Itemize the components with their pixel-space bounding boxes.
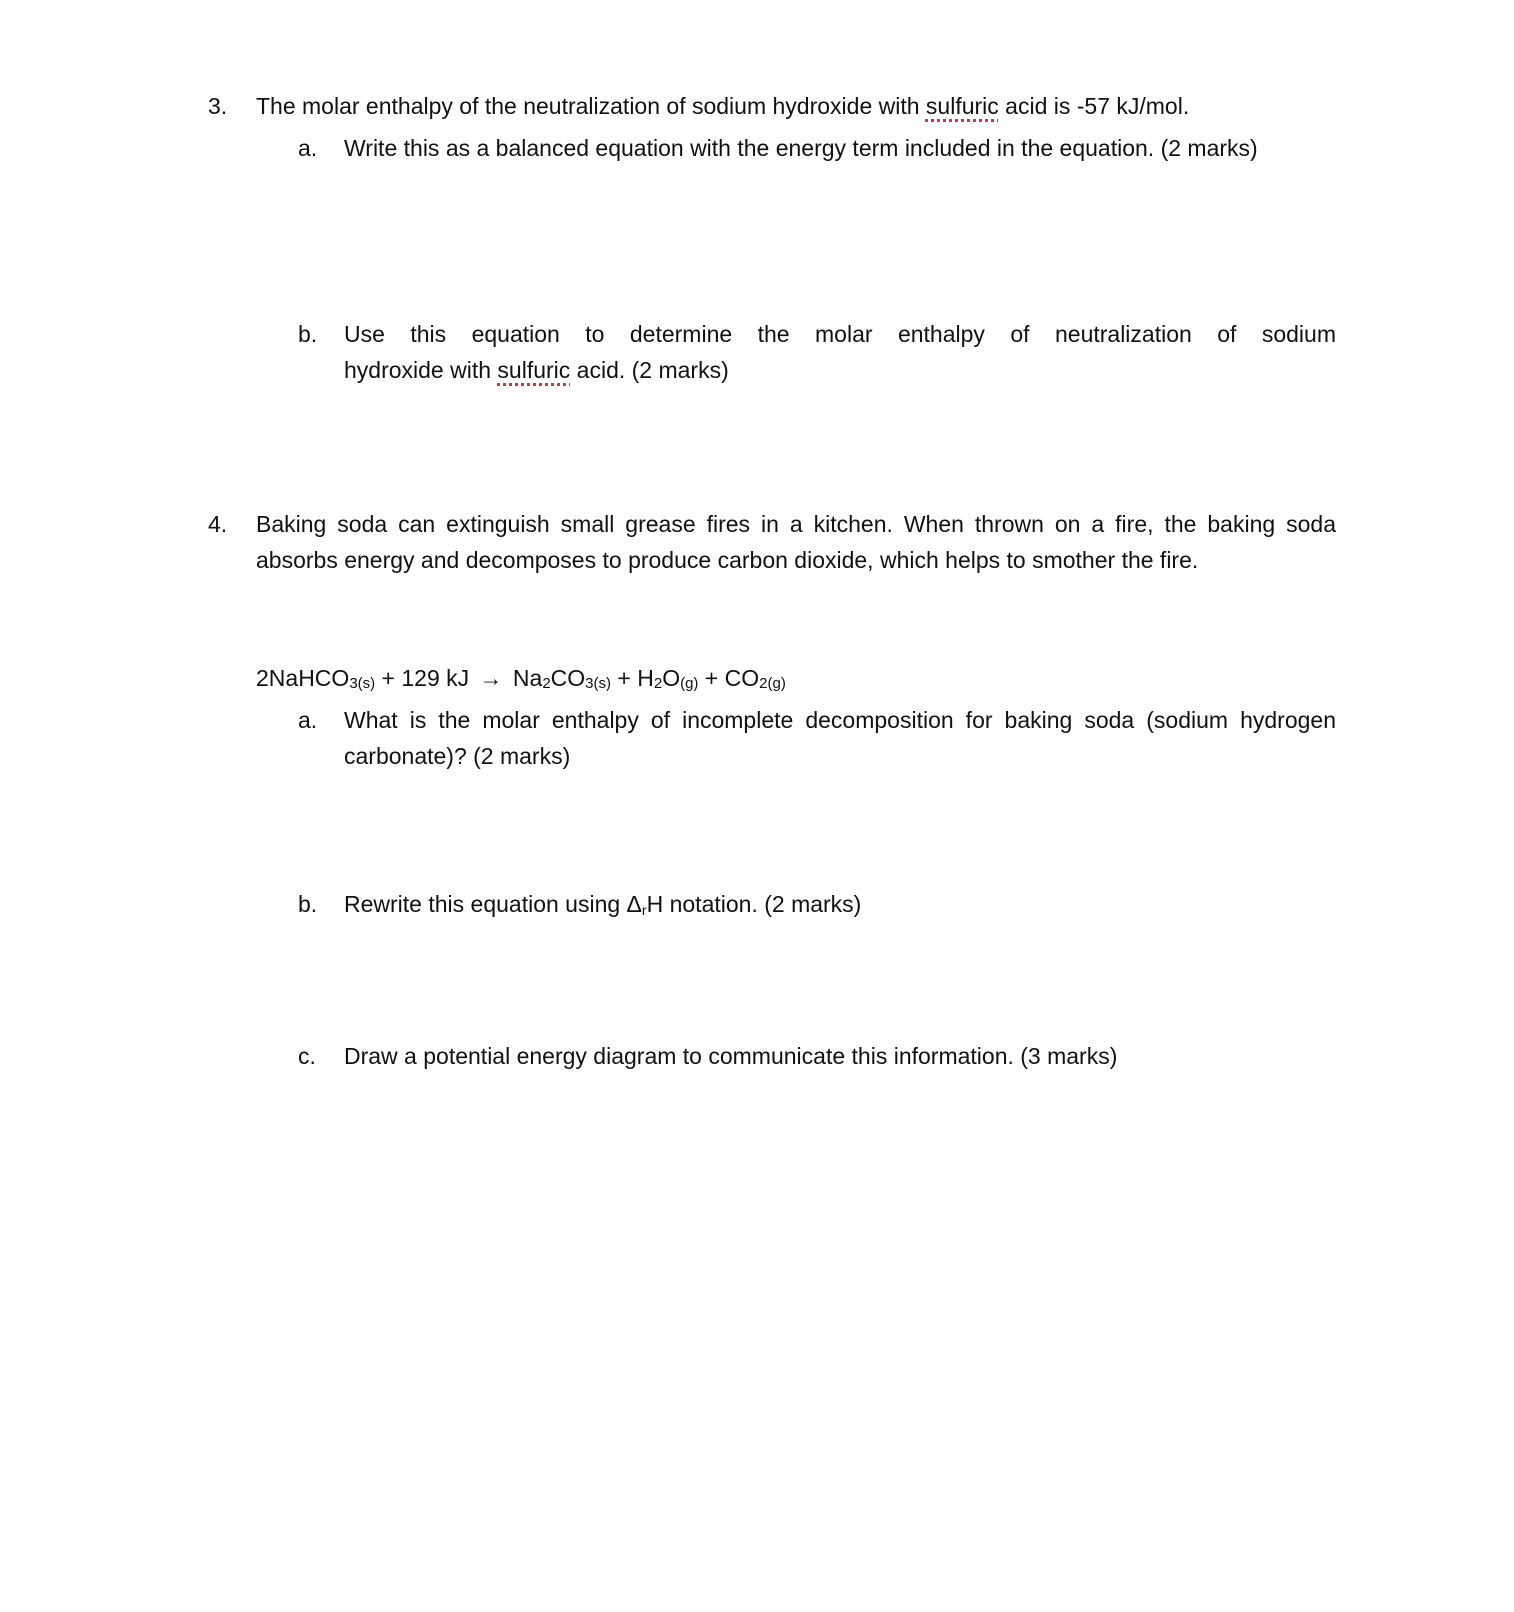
question-4b-text-part: H notation. (2 marks) [646, 891, 862, 917]
eq-subscript: 2 [653, 675, 663, 692]
reaction-arrow-icon: → [479, 665, 503, 691]
question-3b-text [344, 316, 1336, 388]
question-4c-letter: c. [298, 1043, 316, 1069]
question-3b-line-1: Use this equation to determine the molar enthalpy of neutralization of sodium [344, 321, 1336, 347]
question-3-number: 3. [208, 93, 228, 119]
question-4c-text: Draw a potential energy diagram to communicate this information. (3 marks) [344, 1043, 1118, 1069]
question-4a-letter: a. [298, 707, 318, 733]
eq-product: CO [550, 665, 586, 691]
question-4b-text [344, 886, 1336, 928]
spellcheck-flagged-word[interactable]: sulfuric [925, 93, 999, 119]
eq-product: O [662, 665, 681, 691]
spellcheck-flagged-word[interactable]: sulfuric [497, 357, 571, 383]
eq-product: Na [506, 665, 543, 691]
eq-product: + CO [698, 665, 760, 691]
eq-product: + H [611, 665, 654, 691]
eq-subscript: 2 [542, 675, 551, 692]
question-3b-line-2 [344, 352, 1336, 388]
question-3-text-part: acid is -57 kJ/mol. [998, 93, 1190, 119]
delta-subscript: r [641, 902, 647, 918]
decomposition-equation [256, 660, 786, 702]
question-3b-text-part: acid. (2 marks) [570, 357, 729, 383]
eq-subscript: 3(s) [349, 675, 376, 692]
question-3a-text: Write this as a balanced equation with the energy term included in the equation. (2 marks) [344, 135, 1258, 161]
question-4-text: Baking soda can extinguish small grease fires in a kitchen. When thrown on a fire, the baking soda absorbs energy and decomposes to produce carbon dioxide, which helps to smother the fire. [256, 511, 1336, 573]
question-3-text-part: The molar enthalpy of the neutralization of sodium hydroxide with [256, 93, 926, 119]
question-4a-text: What is the molar enthalpy of incomplete decomposition for baking soda (sodium hydrogen carbonate)? (2 marks) [344, 707, 1336, 769]
question-3b-letter: b. [298, 321, 318, 347]
question-3a-letter: a. [298, 135, 318, 161]
question-3b-text-part: hydroxide with [344, 357, 498, 383]
eq-energy-term: + 129 kJ [375, 665, 476, 691]
question-4-number: 4. [208, 511, 228, 537]
eq-reactant: 2NaHCO [256, 665, 350, 691]
question-3-text [256, 88, 1336, 124]
eq-subscript: 2(g) [759, 675, 786, 692]
question-4b-text-part: Rewrite this equation using Δ [344, 891, 642, 917]
eq-subscript: (g) [680, 675, 699, 692]
eq-subscript: 3(s) [585, 675, 612, 692]
question-4b-letter: b. [298, 891, 318, 917]
